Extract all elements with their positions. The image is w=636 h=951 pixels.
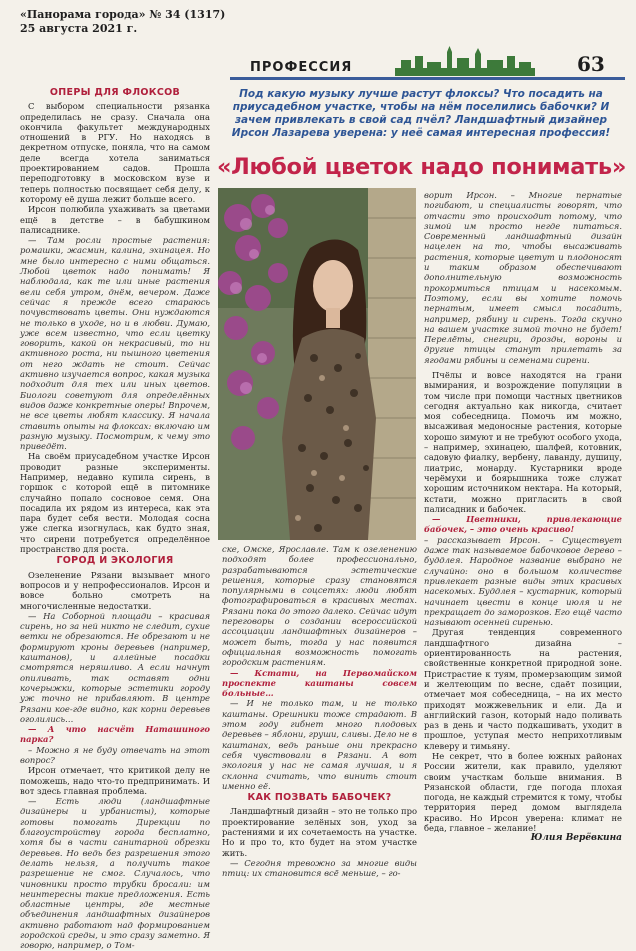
paragraph: ворит Ирсон. – Многие пернатые погибают, и специалисты говорят, что отчасти это происходит потому, что зимой им просто негде питаться. Современный ландшафтный дизайн нацелен на то, чтобы высаживать растения, которые цветут и плодоносят и таким образом обеспечивают дополнительную возможность прокормиться птицам и насекомым. Поэтому, если вы хотите помочь пернатым, имеет смысл посадить, например, рябину и сирень. Тогда скучно на вашем участке зимой точно не будет! Перелёты, снегири, дрозды, вороны и другие птицы станут прилетать за ягодами рябины и семенами сирени. bbox=[424, 190, 622, 365]
article-lead: Под какую музыку лучше растут флоксы? Что посадить на приусадебном участке, чтобы на нём поселились бабочки? И зачем привлекать в свой сад пчёл? Ландшафтный дизайнер Ирсон Лазарева уверена: у неё самая интересная профессия! bbox=[231, 88, 611, 139]
article-headline: «Любой цветок надо понимать» bbox=[216, 154, 627, 180]
paragraph: Озеленение Рязани вызывает много вопросов и у непрофессионалов. Ирсон и вовсе больно смотреть на многочисленные недостатки. bbox=[20, 569, 210, 611]
author-signature: Юлия Верёвкина bbox=[530, 833, 622, 844]
paragraph: — И не только там, и не только каштаны. Орешники тоже страдают. В этом году гибнет много плодовых деревьев – яблони, груши, сливы. Дело не в каштанах, ведь раньше они прекрасно себя чувствовали в Рязани. А вот экология у нас не самая лучшая, и я склонна считать, что винить стоит именно её. bbox=[222, 698, 417, 791]
paragraph: – рассказывает Ирсон. – Существует даже так называемое бабочковое дерево – буддлея. Народное название выбрано не случайно: оно в большом количестве привлекает разные виды этих красивых насекомых. Буддлея – кустарник, который начинает цвести в конце июля и не прекращает до заморозков. Его ещё часто называют осенней сиренью. bbox=[424, 534, 622, 628]
portrait-photo bbox=[218, 188, 416, 540]
issue-line: «Панорама города» № 34 (1317) bbox=[20, 8, 226, 21]
header-rule bbox=[230, 77, 625, 80]
column-1 bbox=[20, 86, 210, 951]
paragraph: – Можно я не буду отвечать на этот вопрос? bbox=[20, 744, 210, 765]
column-4 bbox=[424, 370, 622, 868]
page-number: 63 bbox=[577, 52, 605, 76]
paragraph: Ландшафтный дизайн – это не только про проектирование зелёных зон, уход за растениями и их сочетаемость на участке. Но и про то, кто будет на этом участке жить. bbox=[222, 806, 417, 858]
interviewer-question: — А что насчёт Наташиного парка? bbox=[20, 724, 210, 745]
paragraph: ске, Омске, Ярославле. Там к озеленению подходят более профессионально, разрабатываются эстетические решения, которые сразу становятся популярными в соцсетях: люди любят фотографироваться в красивых местах. Рязани пока до этого далеко. Сейчас идут переговоры о создании всероссийской ассоциации ландшафтных дизайнеров – может быть, тогда у нас появится официальная возможность помогать городским растениям. bbox=[222, 544, 417, 668]
paragraph: Пчёлы и вовсе находятся на грани вымирания, и возрождение популяции в том числе при помощи частных цветников сегодня актуально как никогда, считает моя собеседница. Помочь им можно, высаживая медоносные растения, которые хорошо зимуют и не требуют особого ухода, – например, эхинацею, шалфей, котовник, садовую фиалку, вербену, лаванду, душицу, лиатрис, монарду. Кустарники вроде черёмухи и боярышника тоже служат хорошим источником нектара. На который, кстати, можно пригласить в свой палисадник и бабочек. bbox=[424, 370, 622, 514]
city-skyline-icon bbox=[395, 46, 535, 76]
paragraph: — На Соборной площади – красивая сирень, но за ней никто не следит, сухие ветки не обрезаются. Не обрезают и не формируют кроны деревьев (например, каштанов), и аллейные посадки смотрятся неряшливо. А если начнут опиливать, так оставят одни кочерыжки, которые эстетики городу уж точно не прибавляют. В центре Рязани кое-где видно, как корни деревьев оголились… bbox=[20, 610, 210, 724]
paragraph: — Есть люди (ландшафтные дизайнеры и урбанисты), которые готовы помогать Дирекции по благоустройству города бесплатно, хотя бы в части санитарной обрезки деревьев. Но ведь без разрешения этого делать нельзя, а получить такое разрешение не смог. Случалось, что чиновники просто трубки бросали: им неинтересны такие предложения. Есть областные центры, где местные объединения ландшафтных дизайнеров активно работают над формированием городской среды, и это сразу заметно. Я говорю, например, о Том- bbox=[20, 796, 210, 951]
section-title: ПРОФЕССИЯ bbox=[250, 60, 353, 75]
issue-date: 25 августа 2021 г. bbox=[20, 22, 138, 35]
paragraph: Другая тенденция современного ландшафтного дизайна – ориентированность на растения, свойственные конкретной природной зоне. Пристрастие к туям, промерзающим зимой и желтеющим по весне, сдаёт позиции, отмечает моя собеседница, – на их место приходят можжевельник и ели. Да и английский газон, который надо поливать раз в день и часто подкашивать, уходит в прошлое, уступая место неприхотливым клеверу и тимьяну. bbox=[424, 627, 622, 751]
paragraph: С выбором специальности рязанка определилась не сразу. Сначала она окончила факультет международных отношений в РГУ. Но находясь в декретном отпуске, поняла, что на самом деле всегда хотела заниматься проектированием садов. Прошла переподготовку в московском вузе и теперь полностью посвящает себя делу, к которому её душа лежит больше всего. bbox=[20, 101, 210, 204]
column-3 bbox=[424, 190, 622, 368]
section-heading-butterflies: КАК ПОЗВАТЬ БАБОЧЕК? bbox=[247, 792, 392, 804]
section-heading-city: ГОРОД И ЭКОЛОГИЯ bbox=[56, 555, 174, 567]
column-2 bbox=[222, 544, 417, 879]
paragraph: На своём приусадебном участке Ирсон проводит разные эксперименты. Например, недавно купила сирень, в горшок с которой ещё в питомнике случайно попало сосновое семя. Она посадила их рядом из интереса, как эта пара будет себя вести. Молодая сосна уже слегка изогнулась, как будто зная, что сирени потребуется определённое пространство для роста. bbox=[20, 451, 210, 555]
paragraph: Ирсон полюбила ухаживать за цветами ещё в детстве – в бабушкином палисаднике. bbox=[20, 204, 210, 235]
interviewer-question: — Кстати, на Первомайском проспекте каштаны совсем больные… bbox=[222, 667, 417, 699]
paragraph: — Там росли простые растения: ромашки, жасмин, калина, эхинацея. Но мне было интересно с ними общаться. Любой цветок надо понимать! Я наблюдала, как те или иные растения вели себя утром, днём, вечером. Даже сейчас я прежде всего стараюсь почувствовать цветы. Они нуждаются не только в уходе, но и в любви. Думаю, уже всем известно, что если цветку говорить, какой он некрасивый, то ни активного роста, ни пышного цветения от него ждать не стоит. Сейчас активно изучается вопрос, какая музыка подходит для тех или иных цветов. Биологи советуют для определённых видов даже конкретные оперы! Впрочем, не все цветы любят классику. Я начала ставить опыты на флоксах: включаю им разную музыку. Посмотрим, к чему это приведёт. bbox=[20, 235, 210, 452]
interviewer-question: — Цветники, привлекающие бабочек, – это очень красиво! bbox=[424, 514, 622, 535]
section-heading-operas: ОПЕРЫ ДЛЯ ФЛОКСОВ bbox=[49, 87, 181, 98]
publication-info bbox=[20, 8, 225, 36]
paragraph: Ирсон отмечает, что критикой делу не поможешь, надо что-то предпринимать. И вот здесь главная проблема. bbox=[20, 765, 210, 796]
paragraph: — Сегодня тревожно за многие виды птиц: их становится всё меньше, – го- bbox=[222, 857, 417, 879]
paragraph: Не секрет, что в более южных районах России жители, как правило, уделяют своим участкам больше внимания. В Рязанской области, где погода плохая погода, не каждый стремится к тому, чтобы территория перед домом выглядела красиво. Но Ирсон уверена: климат не беда, главное – желание! bbox=[424, 750, 622, 834]
